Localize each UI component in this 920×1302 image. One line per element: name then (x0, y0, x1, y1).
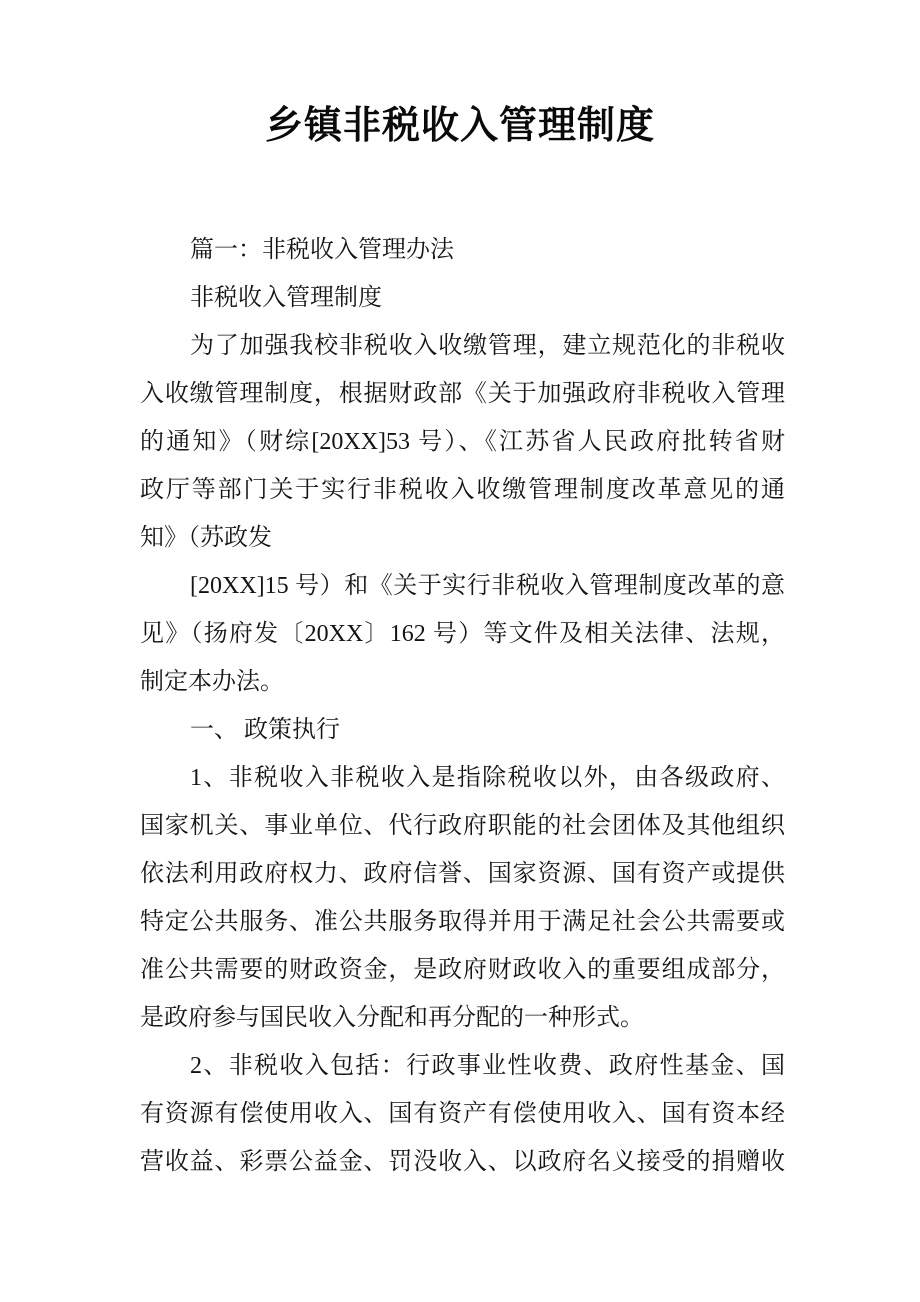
text-line: 有资源有偿使用收入、国有资产有偿使用收入、国有资本经 (140, 1101, 785, 1127)
text-line: [20XX]15 号）和《关于实行非税收入管理制度改革的意 (190, 573, 785, 599)
text-line: 为了加强我校非税收入收缴管理，建立规范化的非税收 (190, 333, 785, 359)
text-line: 知》（苏政发 (140, 525, 272, 551)
document-title: 乡镇非税收入管理制度 (264, 105, 655, 147)
text-line: 2、非税收入包括：行政事业性收费、政府性基金、国 (190, 1053, 785, 1079)
text-line: 是政府参与国民收入分配和再分配的一种形式。 (140, 1005, 644, 1031)
text-line: 国家机关、事业单位、代行政府职能的社会团体及其他组织 (140, 813, 785, 839)
text-line: 的通知》（财综[20XX]53 号）、《江苏省人民政府批转省财 (140, 429, 785, 455)
text-line: 入收缴管理制度，根据财政部《关于加强政府非税收入管理 (140, 381, 785, 407)
text-line: 准公共需要的财政资金，是政府财政收入的重要组成部分， (140, 957, 785, 983)
text-line: 政厅等部门关于实行非税收入收缴管理制度改革意见的通 (140, 477, 785, 503)
text-line: 特定公共服务、准公共服务取得并用于满足社会公共需要或 (140, 909, 785, 935)
text-line: 制定本办法。 (140, 669, 284, 695)
document-body (140, 226, 785, 1186)
text-line: 非税收入管理制度 (190, 285, 382, 311)
text-line: 营收益、彩票公益金、罚没收入、以政府名义接受的捐赠收 (140, 1149, 785, 1175)
text-line: 1、非税收入非税收入是指除税收以外，由各级政府、 (190, 765, 785, 791)
text-line: 依法利用政府权力、政府信誉、国家资源、国有资产或提供 (140, 861, 785, 887)
text-line: 一、 政策执行 (190, 717, 340, 743)
text-line: 见》（扬府发〔20XX〕162 号）等文件及相关法律、法规， (140, 621, 785, 647)
text-line: 篇一：非税收入管理办法 (190, 237, 454, 263)
